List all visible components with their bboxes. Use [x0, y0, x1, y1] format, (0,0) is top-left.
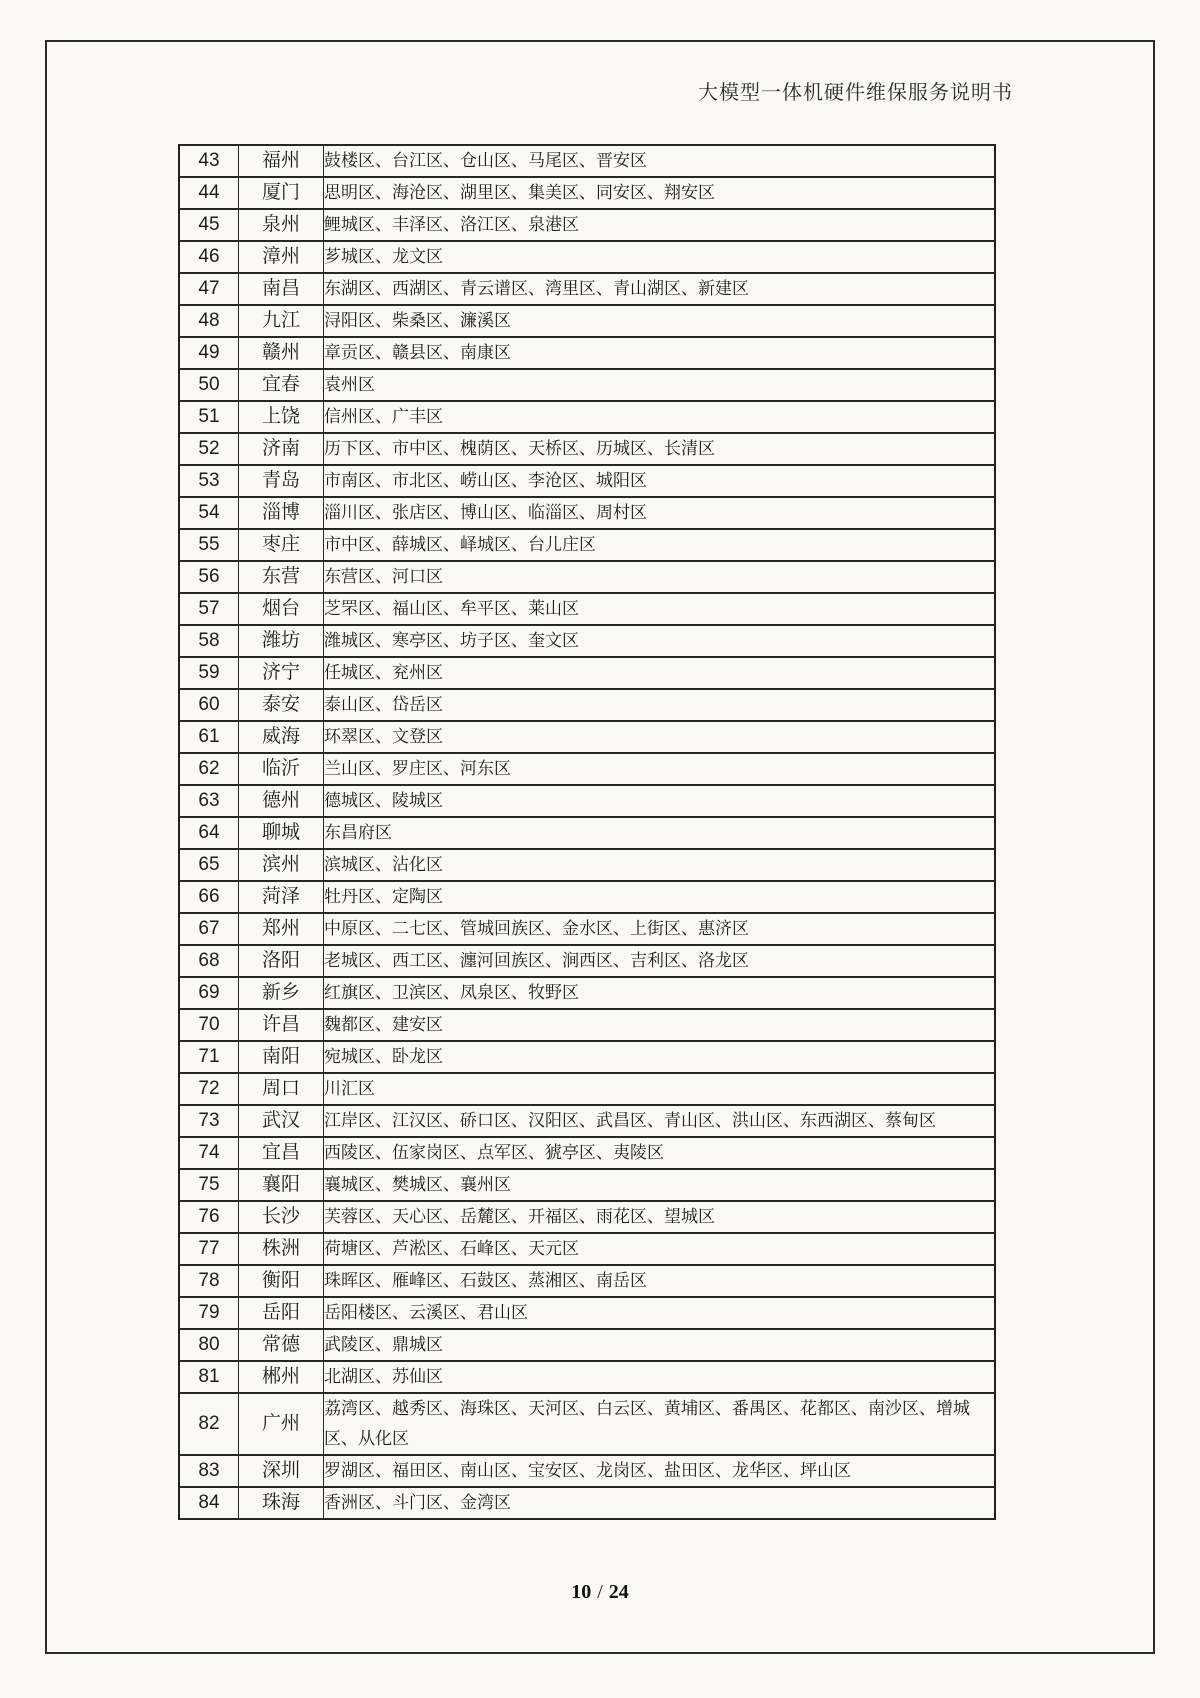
row-number-cell: 44: [179, 177, 239, 209]
table-row: [179, 305, 995, 337]
city-cell: 济南: [239, 433, 324, 465]
row-number-cell: 52: [179, 433, 239, 465]
document-title: 大模型一体机硬件维保服务说明书: [698, 82, 1013, 104]
districts-cell: 思明区、海沧区、湖里区、集美区、同安区、翔安区: [324, 177, 996, 209]
districts-cell: 滨城区、沾化区: [324, 849, 996, 881]
table-row: [179, 209, 995, 241]
districts-cell: 西陵区、伍家岗区、点军区、猇亭区、夷陵区: [324, 1137, 996, 1169]
table-row: [179, 145, 995, 177]
city-cell: 厦门: [239, 177, 324, 209]
districts-cell: 魏都区、建安区: [324, 1009, 996, 1041]
districts-cell: 淄川区、张店区、博山区、临淄区、周村区: [324, 497, 996, 529]
city-cell: 漳州: [239, 241, 324, 273]
city-cell: 泰安: [239, 689, 324, 721]
districts-cell: 襄城区、樊城区、襄州区: [324, 1169, 996, 1201]
table-row: [179, 1073, 995, 1105]
table-row: [179, 593, 995, 625]
table-row: [179, 337, 995, 369]
city-cell: 九江: [239, 305, 324, 337]
districts-cell: 鼓楼区、台江区、仓山区、马尾区、晋安区: [324, 145, 996, 177]
row-number-cell: 46: [179, 241, 239, 273]
table-row: [179, 881, 995, 913]
table-row: [179, 401, 995, 433]
table-row: [179, 1361, 995, 1393]
city-cell: 济宁: [239, 657, 324, 689]
districts-cell: 罗湖区、福田区、南山区、宝安区、龙岗区、盐田区、龙华区、坪山区: [324, 1455, 996, 1487]
city-cell: 菏泽: [239, 881, 324, 913]
districts-cell: 芝罘区、福山区、牟平区、莱山区: [324, 593, 996, 625]
city-cell: 常德: [239, 1329, 324, 1361]
city-cell: 聊城: [239, 817, 324, 849]
city-cell: 深圳: [239, 1455, 324, 1487]
districts-cell: 岳阳楼区、云溪区、君山区: [324, 1297, 996, 1329]
city-cell: 武汉: [239, 1105, 324, 1137]
row-number-cell: 71: [179, 1041, 239, 1073]
districts-cell: 章贡区、赣县区、南康区: [324, 337, 996, 369]
row-number-cell: 78: [179, 1265, 239, 1297]
row-number-cell: 84: [179, 1487, 239, 1519]
districts-cell: 北湖区、苏仙区: [324, 1361, 996, 1393]
table-row: [179, 273, 995, 305]
row-number-cell: 54: [179, 497, 239, 529]
city-cell: 泉州: [239, 209, 324, 241]
table-row: [179, 849, 995, 881]
districts-cell: 牡丹区、定陶区: [324, 881, 996, 913]
table-row: [179, 1393, 995, 1455]
city-cell: 宜春: [239, 369, 324, 401]
row-number-cell: 50: [179, 369, 239, 401]
districts-cell: 环翠区、文登区: [324, 721, 996, 753]
table-row: [179, 1329, 995, 1361]
row-number-cell: 80: [179, 1329, 239, 1361]
table-row: [179, 625, 995, 657]
city-cell: 周口: [239, 1073, 324, 1105]
row-number-cell: 61: [179, 721, 239, 753]
city-cell: 临沂: [239, 753, 324, 785]
table-row: [179, 1041, 995, 1073]
city-cell: 南阳: [239, 1041, 324, 1073]
row-number-cell: 56: [179, 561, 239, 593]
districts-cell: 历下区、市中区、槐荫区、天桥区、历城区、长清区: [324, 433, 996, 465]
row-number-cell: 49: [179, 337, 239, 369]
table-row: [179, 945, 995, 977]
row-number-cell: 57: [179, 593, 239, 625]
page-footer: [47, 1581, 1153, 1604]
city-cell: 淄博: [239, 497, 324, 529]
row-number-cell: 75: [179, 1169, 239, 1201]
city-cell: 青岛: [239, 465, 324, 497]
districts-cell: 老城区、西工区、瀍河回族区、涧西区、吉利区、洛龙区: [324, 945, 996, 977]
row-number-cell: 43: [179, 145, 239, 177]
table-row: [179, 785, 995, 817]
table-row: [179, 1487, 995, 1519]
districts-cell: 中原区、二七区、管城回族区、金水区、上街区、惠济区: [324, 913, 996, 945]
row-number-cell: 73: [179, 1105, 239, 1137]
city-cell: 滨州: [239, 849, 324, 881]
table-row: [179, 561, 995, 593]
table-row: [179, 433, 995, 465]
table-row: [179, 465, 995, 497]
districts-cell: 川汇区: [324, 1073, 996, 1105]
city-cell: 岳阳: [239, 1297, 324, 1329]
table-row: [179, 1455, 995, 1487]
districts-cell: 东湖区、西湖区、青云谱区、湾里区、青山湖区、新建区: [324, 273, 996, 305]
districts-cell: 东昌府区: [324, 817, 996, 849]
city-cell: 珠海: [239, 1487, 324, 1519]
row-number-cell: 58: [179, 625, 239, 657]
districts-cell: 珠晖区、雁峰区、石鼓区、蒸湘区、南岳区: [324, 1265, 996, 1297]
city-cell: 洛阳: [239, 945, 324, 977]
table-row: [179, 1201, 995, 1233]
table-row: [179, 1297, 995, 1329]
row-number-cell: 51: [179, 401, 239, 433]
row-number-cell: 70: [179, 1009, 239, 1041]
city-cell: 南昌: [239, 273, 324, 305]
city-cell: 福州: [239, 145, 324, 177]
districts-cell: 袁州区: [324, 369, 996, 401]
districts-cell: 德城区、陵城区: [324, 785, 996, 817]
row-number-cell: 67: [179, 913, 239, 945]
city-cell: 许昌: [239, 1009, 324, 1041]
districts-cell: 荷塘区、芦淞区、石峰区、天元区: [324, 1233, 996, 1265]
row-number-cell: 65: [179, 849, 239, 881]
city-cell: 德州: [239, 785, 324, 817]
city-cell: 新乡: [239, 977, 324, 1009]
districts-cell: 潍城区、寒亭区、坊子区、奎文区: [324, 625, 996, 657]
table-row: [179, 689, 995, 721]
row-number-cell: 76: [179, 1201, 239, 1233]
city-cell: 襄阳: [239, 1169, 324, 1201]
table-row: [179, 721, 995, 753]
table-row: [179, 177, 995, 209]
row-number-cell: 74: [179, 1137, 239, 1169]
table-row: [179, 529, 995, 561]
row-number-cell: 59: [179, 657, 239, 689]
row-number-cell: 66: [179, 881, 239, 913]
city-cell: 威海: [239, 721, 324, 753]
districts-cell: 市中区、薛城区、峄城区、台儿庄区: [324, 529, 996, 561]
row-number-cell: 82: [179, 1393, 239, 1455]
table-row: [179, 1265, 995, 1297]
page-border-frame: [45, 40, 1155, 1654]
districts-cell: 东营区、河口区: [324, 561, 996, 593]
city-cell: 潍坊: [239, 625, 324, 657]
page-header: [698, 76, 1013, 105]
city-cell: 东营: [239, 561, 324, 593]
page-number-current: 10: [571, 1581, 592, 1603]
city-cell: 宜昌: [239, 1137, 324, 1169]
page-number-separator: /: [597, 1581, 603, 1603]
city-cell: 烟台: [239, 593, 324, 625]
row-number-cell: 63: [179, 785, 239, 817]
row-number-cell: 77: [179, 1233, 239, 1265]
districts-cell: 芗城区、龙文区: [324, 241, 996, 273]
row-number-cell: 53: [179, 465, 239, 497]
page-number-total: 24: [608, 1581, 629, 1603]
table-row: [179, 1169, 995, 1201]
districts-cell: 芙蓉区、天心区、岳麓区、开福区、雨花区、望城区: [324, 1201, 996, 1233]
row-number-cell: 83: [179, 1455, 239, 1487]
table-row: [179, 497, 995, 529]
districts-cell: 任城区、兖州区: [324, 657, 996, 689]
districts-cell: 泰山区、岱岳区: [324, 689, 996, 721]
districts-cell: 荔湾区、越秀区、海珠区、天河区、白云区、黄埔区、番禺区、花都区、南沙区、增城区、从化区: [324, 1393, 996, 1455]
districts-cell: 武陵区、鼎城区: [324, 1329, 996, 1361]
table-row: [179, 817, 995, 849]
city-cell: 广州: [239, 1393, 324, 1455]
row-number-cell: 64: [179, 817, 239, 849]
table-row: [179, 753, 995, 785]
row-number-cell: 60: [179, 689, 239, 721]
row-number-cell: 55: [179, 529, 239, 561]
districts-cell: 红旗区、卫滨区、凤泉区、牧野区: [324, 977, 996, 1009]
districts-cell: 浔阳区、柴桑区、濂溪区: [324, 305, 996, 337]
row-number-cell: 81: [179, 1361, 239, 1393]
city-cell: 赣州: [239, 337, 324, 369]
table-row: [179, 1009, 995, 1041]
city-cell: 衡阳: [239, 1265, 324, 1297]
city-cell: 上饶: [239, 401, 324, 433]
row-number-cell: 45: [179, 209, 239, 241]
city-cell: 株洲: [239, 1233, 324, 1265]
row-number-cell: 48: [179, 305, 239, 337]
table-row: [179, 977, 995, 1009]
city-cell: 枣庄: [239, 529, 324, 561]
table-row: [179, 1233, 995, 1265]
districts-cell: 鲤城区、丰泽区、洛江区、泉港区: [324, 209, 996, 241]
row-number-cell: 68: [179, 945, 239, 977]
table-row: [179, 657, 995, 689]
city-cell: 郴州: [239, 1361, 324, 1393]
districts-cell: 兰山区、罗庄区、河东区: [324, 753, 996, 785]
row-number-cell: 79: [179, 1297, 239, 1329]
city-cell: 郑州: [239, 913, 324, 945]
districts-cell: 香洲区、斗门区、金湾区: [324, 1487, 996, 1519]
city-cell: 长沙: [239, 1201, 324, 1233]
table-row: [179, 1137, 995, 1169]
city-districts-table: [178, 144, 996, 1520]
districts-cell: 江岸区、江汉区、硚口区、汉阳区、武昌区、青山区、洪山区、东西湖区、蔡甸区: [324, 1105, 996, 1137]
table-body: [179, 145, 995, 1519]
table-row: [179, 241, 995, 273]
table-row: [179, 369, 995, 401]
table-row: [179, 1105, 995, 1137]
row-number-cell: 62: [179, 753, 239, 785]
districts-cell: 信州区、广丰区: [324, 401, 996, 433]
row-number-cell: 69: [179, 977, 239, 1009]
row-number-cell: 72: [179, 1073, 239, 1105]
row-number-cell: 47: [179, 273, 239, 305]
table-row: [179, 913, 995, 945]
districts-cell: 市南区、市北区、崂山区、李沧区、城阳区: [324, 465, 996, 497]
districts-cell: 宛城区、卧龙区: [324, 1041, 996, 1073]
